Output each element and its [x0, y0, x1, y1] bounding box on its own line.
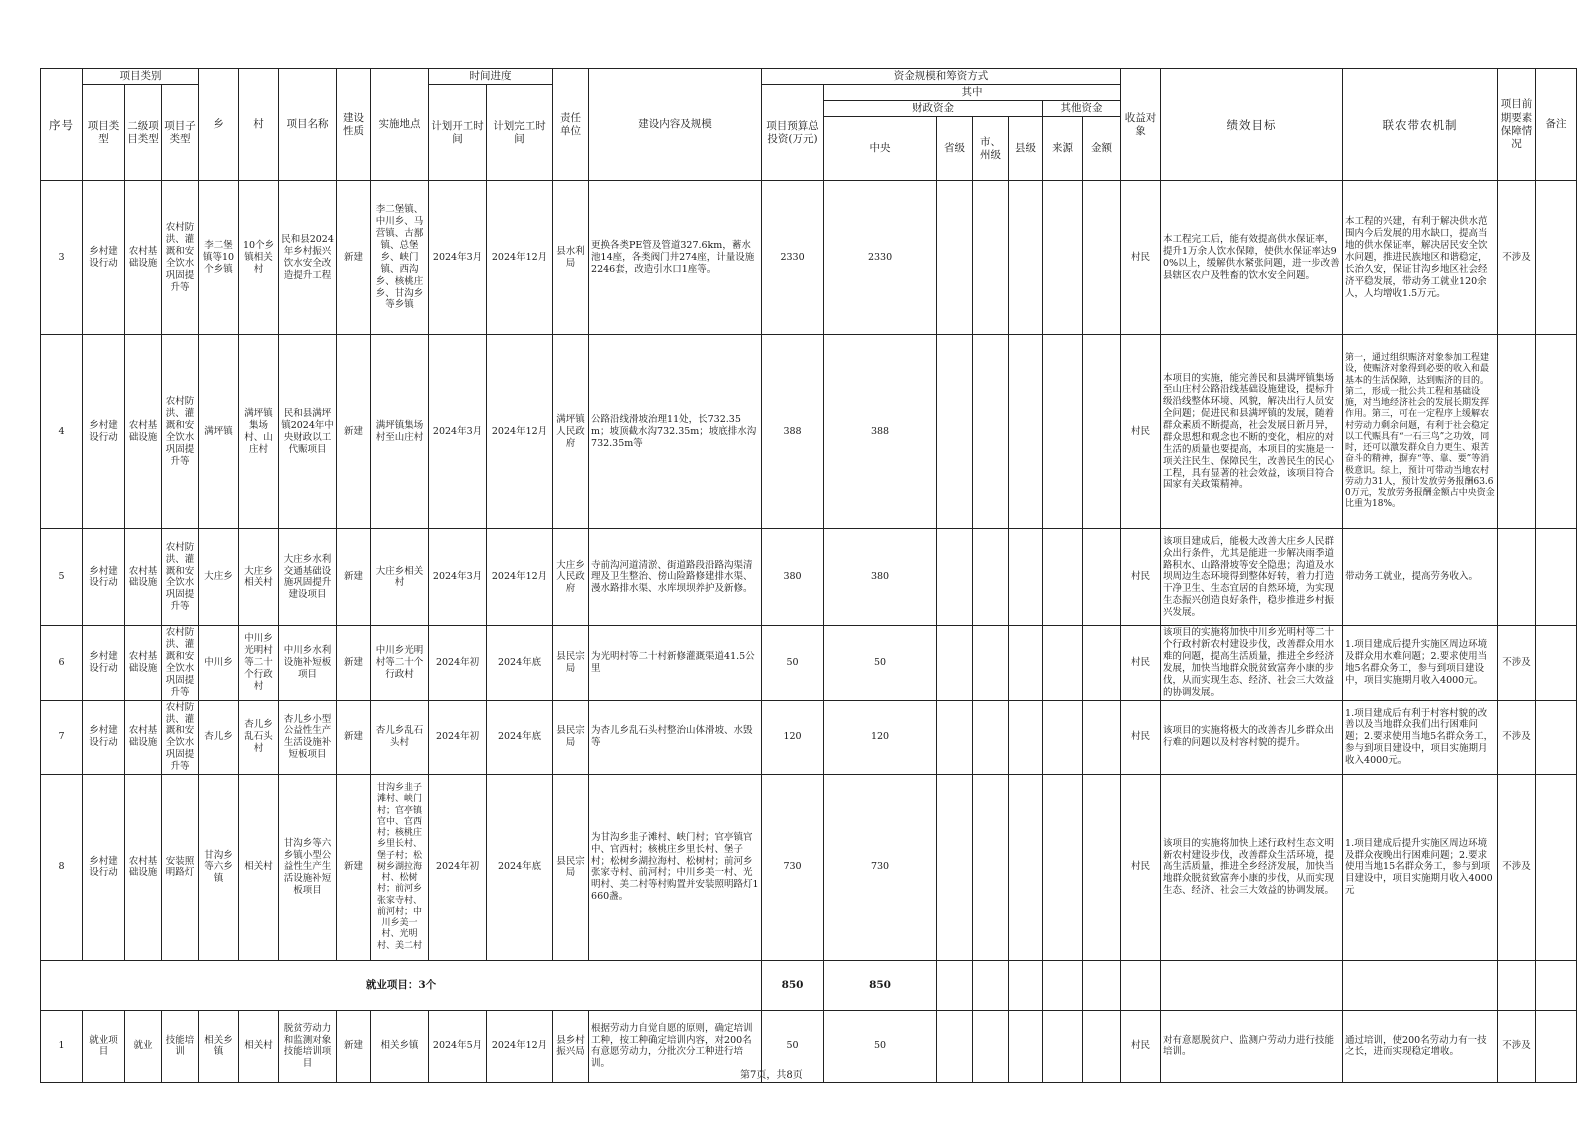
cell-location: 李二堡镇、中川乡、马营镇、古鄯镇、总堡乡、峡门镇、西沟乡、核桃庄乡、甘沟乡等乡镇: [371, 181, 429, 335]
cell-sub-type: 农村基础设施: [125, 181, 162, 335]
cell-amount: [1083, 335, 1121, 529]
cell-central: 50: [824, 626, 937, 700]
cell-content: 公路沿线滑坡治理11处，长732.35m；坡顶截水沟732.35m；坡底排水沟732.35m等: [589, 335, 762, 529]
cell-province: [937, 774, 973, 960]
cell-end: 2024年12月: [487, 181, 553, 335]
summary-empty: [1121, 960, 1161, 1010]
cell-nature: 新建: [337, 700, 371, 774]
cell-start: 2024年3月: [429, 181, 487, 335]
cell-content: 为杏儿乡乱石头村整治山体滑坡、水毁等: [589, 700, 762, 774]
cell-goal: 对有意愿脱贫户、监测户劳动力进行技能培训。: [1161, 1010, 1343, 1082]
cell-mechanism: 1.项目建成后提升实施区周边环境及群众用水难问题；2.要求使用当地5名群众务工，参与到项目建设中，项目实施期月收入4000元。: [1343, 626, 1498, 700]
cell-nature: 新建: [337, 1010, 371, 1082]
cell-goal: 本工程完工后，能有效提高供水保证率，提升1万余人饮水保障，使供水保证率达90%以上，缓解供水紧张问题，进一步改善县辖区农户及牲畜的饮水安全问题。: [1161, 181, 1343, 335]
summary-central: 850: [824, 960, 937, 1010]
cell-total: 388: [762, 335, 824, 529]
table-row: [41, 700, 1577, 774]
cell-start: 2024年初: [429, 700, 487, 774]
cell-source: [1043, 181, 1083, 335]
cell-name: 脱贫劳动力和监测对象技能培训项目: [279, 1010, 337, 1082]
cell-source: [1043, 626, 1083, 700]
cell-content: 为光明村等二十村新修灌溉渠道41.5公里: [589, 626, 762, 700]
cell-amount: [1083, 774, 1121, 960]
cell-location: 满坪镇集场村至山庄村: [371, 335, 429, 529]
cell-note: [1536, 774, 1577, 960]
cell-type: 乡村建设行动: [83, 626, 125, 700]
cell-location: 甘沟乡韭子滩村、峡门村；官亭镇官中、官西村；核桃庄乡里长村、堡子村；松树乡湖拉海村、松树村；前河乡张家寺村、前河村；中川乡美一村、光明村、美二村: [371, 774, 429, 960]
cell-central: 120: [824, 700, 937, 774]
cell-unit: 县乡村振兴局: [553, 1010, 589, 1082]
cell-type: 乡村建设行动: [83, 529, 125, 626]
cell-city: [973, 181, 1009, 335]
cell-start: 2024年初: [429, 774, 487, 960]
header-mechanism: 联农带农机制: [1343, 69, 1498, 181]
cell-total: 2330: [762, 181, 824, 335]
cell-name: 大庄乡水利交通基础设施巩固提升建设项目: [279, 529, 337, 626]
cell-unit: 满坪镇人民政府: [553, 335, 589, 529]
cell-amount: [1083, 1010, 1121, 1082]
header-unit: 责任单位: [553, 69, 589, 181]
summary-empty: [1498, 960, 1536, 1010]
cell-province: [937, 335, 973, 529]
cell-type: 就业项目: [83, 1010, 125, 1082]
cell-content: 根据劳动力自觉自愿的原则，确定培训工种，按工种确定培训内容，对200名有意愿劳动力，分批次分工种进行培训。: [589, 1010, 762, 1082]
cell-seq: 1: [41, 1010, 83, 1082]
cell-county: [1009, 626, 1043, 700]
cell-start: 2024年3月: [429, 335, 487, 529]
cell-county: [1009, 1010, 1043, 1082]
cell-end: 2024年12月: [487, 1010, 553, 1082]
header-province: 省级: [937, 117, 973, 181]
cell-seq: 6: [41, 626, 83, 700]
cell-child-type: 安装照明路灯: [162, 774, 199, 960]
cell-content: 更换各类PE管及管道327.6km，蓄水池14座，各类阀门井274座，计量设施2246套，改造引水口1座等。: [589, 181, 762, 335]
cell-city: [973, 774, 1009, 960]
cell-province: [937, 1010, 973, 1082]
cell-village: 大庄乡相关村: [239, 529, 279, 626]
cell-village: 10个乡镇相关村: [239, 181, 279, 335]
cell-province: [937, 700, 973, 774]
header-source: 来源: [1043, 117, 1083, 181]
cell-type: 乡村建设行动: [83, 700, 125, 774]
summary-empty: [1083, 960, 1121, 1010]
cell-end: 2024年12月: [487, 529, 553, 626]
cell-city: [973, 335, 1009, 529]
cell-mechanism: 带动务工就业，提高劳务收入。: [1343, 529, 1498, 626]
cell-location: 中川乡光明村等二十个行政村: [371, 626, 429, 700]
cell-goal: 该项目的实施将极大的改善杏儿乡群众出行难的问题以及村容村貌的提升。: [1161, 700, 1343, 774]
cell-county: [1009, 774, 1043, 960]
header-type: 项目类型: [83, 85, 125, 181]
header-village: 村: [239, 69, 279, 181]
cell-city: [973, 529, 1009, 626]
cell-unit: 县民宗局: [553, 700, 589, 774]
cell-note: [1536, 181, 1577, 335]
cell-township: 大庄乡: [199, 529, 239, 626]
table-row: [41, 626, 1577, 700]
cell-county: [1009, 700, 1043, 774]
cell-seq: 7: [41, 700, 83, 774]
cell-village: 中川乡光明村等二十个行政村: [239, 626, 279, 700]
cell-beneficiary: 村民: [1121, 774, 1161, 960]
table-row: [41, 529, 1577, 626]
header-funds-group: 资金规模和筹资方式: [762, 69, 1121, 85]
summary-empty: [1536, 960, 1577, 1010]
header-among: 其中: [824, 85, 1121, 101]
header-city: 市、州级: [973, 117, 1009, 181]
cell-village: 杏儿乡乱石头村: [239, 700, 279, 774]
cell-amount: [1083, 529, 1121, 626]
cell-mechanism: 1.项目建成后有利于村容村貌的改善以及当地群众我们出行困难问题；2.要求使用当地5名群众务工，参与到项目建设中，项目实施期月收入4000元。: [1343, 700, 1498, 774]
cell-source: [1043, 1010, 1083, 1082]
cell-city: [973, 700, 1009, 774]
header-total: 项目预算总投资(万元): [762, 85, 824, 181]
header-beneficiary: 收益对象: [1121, 69, 1161, 181]
header-category-group: 项目类别: [83, 69, 199, 85]
cell-end: 2024年底: [487, 626, 553, 700]
header-goal: 绩效目标: [1161, 69, 1343, 181]
cell-seq: 5: [41, 529, 83, 626]
cell-central: 2330: [824, 181, 937, 335]
cell-goal: 该项目的实施将加快中川乡光明村等二十个行政村新农村建设步伐，改善群众用水难的问题，提高生活质量，推进全乡经济发展，加快当地群众脱贫致富奔小康的步伐，从而实现生态、经济、社会三大效益的协调发展。: [1161, 626, 1343, 700]
cell-preparation: 不涉及: [1498, 181, 1536, 335]
cell-province: [937, 529, 973, 626]
page-number: 第7页，共8页: [740, 1070, 803, 1081]
header-end: 计划完工时间: [487, 85, 553, 181]
cell-preparation: 不涉及: [1498, 626, 1536, 700]
cell-note: [1536, 1010, 1577, 1082]
cell-content: 为甘沟乡韭子滩村、峡门村；官亭镇官中、官西村；核桃庄乡里长村、堡子村；松树乡湖拉海村、松树村；前河乡张家寺村、前河村；中川乡美一村、光明村、美二村等村购置并安装照明路灯1660盏。: [589, 774, 762, 960]
header-name: 项目名称: [279, 69, 337, 181]
cell-name: 杏儿乡小型公益性生产生活设施补短板项目: [279, 700, 337, 774]
table-row: [41, 1010, 1577, 1082]
cell-name: 民和县满坪镇2024年中央财政以工代赈项目: [279, 335, 337, 529]
header-other-group: 其他资金: [1043, 101, 1121, 117]
cell-location: 杏儿乡乱石头村: [371, 700, 429, 774]
cell-goal: 该项目建成后，能极大改善大庄乡人民群众出行条件，尤其是能进一步解决雨季道路积水、山路滑坡等安全隐患；沟道及水坝周边生态环境得到整体好转，着力打造干净卫生、生态宜居的自然环境，为实现生态振兴创造良好条件，稳步推进乡村振兴发展。: [1161, 529, 1343, 626]
summary-empty: [1161, 960, 1343, 1010]
cell-total: 380: [762, 529, 824, 626]
cell-nature: 新建: [337, 626, 371, 700]
cell-total: 50: [762, 626, 824, 700]
cell-unit: 县水利局: [553, 181, 589, 335]
summary-empty: [1343, 960, 1498, 1010]
cell-central: 388: [824, 335, 937, 529]
cell-central: 50: [824, 1010, 937, 1082]
cell-seq: 3: [41, 181, 83, 335]
cell-township: 杏儿乡: [199, 700, 239, 774]
cell-township: 中川乡: [199, 626, 239, 700]
cell-type: 乡村建设行动: [83, 774, 125, 960]
header-nature: 建设性质: [337, 69, 371, 181]
summary-label: 就业项目：3个: [41, 960, 762, 1010]
cell-county: [1009, 181, 1043, 335]
cell-beneficiary: 村民: [1121, 529, 1161, 626]
cell-amount: [1083, 626, 1121, 700]
header-amount: 金额: [1083, 117, 1121, 181]
cell-province: [937, 626, 973, 700]
cell-preparation: 不涉及: [1498, 700, 1536, 774]
summary-empty: [1009, 960, 1043, 1010]
cell-child-type: 农村防洪、灌溉和安全饮水巩固提升等: [162, 181, 199, 335]
cell-county: [1009, 335, 1043, 529]
header-central: 中央: [824, 117, 937, 181]
cell-unit: 县民宗局: [553, 626, 589, 700]
cell-child-type: 农村防洪、灌溉和安全饮水巩固提升等: [162, 626, 199, 700]
cell-total: 50: [762, 1010, 824, 1082]
cell-source: [1043, 335, 1083, 529]
cell-source: [1043, 774, 1083, 960]
cell-sub-type: 农村基础设施: [125, 626, 162, 700]
project-table-sheet: [40, 68, 1567, 1080]
cell-central: 380: [824, 529, 937, 626]
table-row: [41, 774, 1577, 960]
cell-beneficiary: 村民: [1121, 700, 1161, 774]
header-content: 建设内容及规模: [589, 69, 762, 181]
cell-mechanism: 第一，通过组织赈济对象参加工程建设，使赈济对象得到必要的收入和最基本的生活保障，达到赈济的目的。第二，形成一批公共工程和基础设施，对当地经济社会的发展长期发挥作用。第三，可在一定程序上缓解农村劳动力剩余问题，有利于社会稳定以工代赈具有“一石三鸟”之功效，同时，还可以激发群众自力更生、艰苦奋斗的精神，摒弃“等、靠、要”等消极意识。综上，预计可带动当地农村劳动力31人，预计发放劳务报酬63.60万元，发放劳务报酬金额占中央资金比重为18%。: [1343, 335, 1498, 529]
cell-total: 730: [762, 774, 824, 960]
cell-amount: [1083, 181, 1121, 335]
cell-note: [1536, 700, 1577, 774]
cell-child-type: 农村防洪、灌溉和安全饮水巩固提升等: [162, 700, 199, 774]
cell-beneficiary: 村民: [1121, 626, 1161, 700]
cell-village: 相关村: [239, 774, 279, 960]
cell-township: 满坪镇: [199, 335, 239, 529]
cell-start: 2024年5月: [429, 1010, 487, 1082]
cell-mechanism: 本工程的兴建，有利于解决供水范围内今后发展的用水缺口，提高当地的供水保证率，解决居民安全饮水问题，推进民族地区和谐稳定，长治久安，保证甘沟乡地区社会经济平稳发展，带动务工就业120余人，人均增收1.5万元。: [1343, 181, 1498, 335]
cell-child-type: 农村防洪、灌溉和安全饮水巩固提升等: [162, 335, 199, 529]
summary-empty: [1043, 960, 1083, 1010]
summary-total: 850: [762, 960, 824, 1010]
header-sub-type: 二级项目类型: [125, 85, 162, 181]
cell-location: 大庄乡相关村: [371, 529, 429, 626]
cell-child-type: 农村防洪、灌溉和安全饮水巩固提升等: [162, 529, 199, 626]
cell-province: [937, 181, 973, 335]
cell-city: [973, 626, 1009, 700]
cell-source: [1043, 700, 1083, 774]
cell-name: 中川乡水利设施补短板项目: [279, 626, 337, 700]
cell-sub-type: 农村基础设施: [125, 529, 162, 626]
project-table: [40, 68, 1577, 1083]
header-note: 备注: [1536, 69, 1577, 181]
cell-sub-type: 农村基础设施: [125, 335, 162, 529]
header-child-type: 项目子类型: [162, 85, 199, 181]
cell-name: 民和县2024年乡村振兴饮水安全改造提升工程: [279, 181, 337, 335]
header-preparation: 项目前期要素保障情况: [1498, 69, 1536, 181]
cell-unit: 县民宗局: [553, 774, 589, 960]
cell-type: 乡村建设行动: [83, 335, 125, 529]
header-seq: 序号: [41, 69, 83, 181]
cell-amount: [1083, 700, 1121, 774]
cell-location: 相关乡镇: [371, 1010, 429, 1082]
cell-village: 相关村: [239, 1010, 279, 1082]
cell-sub-type: 农村基础设施: [125, 700, 162, 774]
cell-type: 乡村建设行动: [83, 181, 125, 335]
cell-content: 寺前沟河道清淤、街道路段沿路沟渠清理及卫生整治、傍山险路修建排水渠、漫水路排水渠、水库坝坝养护及新修。: [589, 529, 762, 626]
cell-goal: 该项目的实施将加快上述行政村生态文明新农村建设步伐，改善群众生活环境，提高生活质量，推进全乡经济发展，加快当地群众脱贫致富奔小康的步伐，从而实现生态、经济、社会三大效益的协调发展。: [1161, 774, 1343, 960]
cell-sub-type: 农村基础设施: [125, 774, 162, 960]
summary-empty: [973, 960, 1009, 1010]
header-location: 实施地点: [371, 69, 429, 181]
header-start: 计划开工时间: [429, 85, 487, 181]
cell-township: 李二堡镇等10个乡镇: [199, 181, 239, 335]
cell-county: [1009, 529, 1043, 626]
cell-preparation: [1498, 335, 1536, 529]
cell-beneficiary: 村民: [1121, 1010, 1161, 1082]
cell-nature: 新建: [337, 774, 371, 960]
cell-nature: 新建: [337, 181, 371, 335]
header-time-group: 时间进度: [429, 69, 553, 85]
cell-beneficiary: 村民: [1121, 181, 1161, 335]
table-row: [41, 181, 1577, 335]
header-county: 县级: [1009, 117, 1043, 181]
cell-nature: 新建: [337, 335, 371, 529]
cell-nature: 新建: [337, 529, 371, 626]
cell-total: 120: [762, 700, 824, 774]
cell-central: 730: [824, 774, 937, 960]
cell-preparation: 不涉及: [1498, 1010, 1536, 1082]
cell-city: [973, 1010, 1009, 1082]
cell-end: 2024年12月: [487, 335, 553, 529]
cell-start: 2024年初: [429, 626, 487, 700]
cell-mechanism: 1.项目建成后提升实施区周边环境及群众夜晚出行困难问题；2.要求使用当地15名群众务工，参与到项目建设中，项目实施期月收入4000元: [1343, 774, 1498, 960]
cell-unit: 大庄乡人民政府: [553, 529, 589, 626]
summary-row: [41, 960, 1577, 1010]
cell-seq: 4: [41, 335, 83, 529]
cell-sub-type: 就业: [125, 1010, 162, 1082]
cell-end: 2024年底: [487, 700, 553, 774]
cell-township: 甘沟乡等六乡镇: [199, 774, 239, 960]
cell-goal: 本项目的实施，能完善民和县满坪镇集场至山庄村公路沿线基础设施建设，提标升级沿线整体环境、风貌，解决出行人员安全问题；促进民和县满坪镇的发展，随着群众素质不断提高，社会发展日新月异，群众思想和观念也不断的变化，相应的对生活的质量也要提高，本项目的实施是一项关注民生、保障民生，改善民生的民心工程，具有显著的社会效益，该项目符合国家有关政策精神。: [1161, 335, 1343, 529]
cell-note: [1536, 626, 1577, 700]
cell-village: 满坪镇集场村、山庄村: [239, 335, 279, 529]
cell-start: 2024年3月: [429, 529, 487, 626]
cell-source: [1043, 529, 1083, 626]
cell-name: 甘沟乡等六乡镇小型公益性生产生活设施补短板项目: [279, 774, 337, 960]
header-fiscal-group: 财政资金: [824, 101, 1043, 117]
cell-note: [1536, 529, 1577, 626]
cell-seq: 8: [41, 774, 83, 960]
cell-mechanism: 通过培训，使200名劳动力有一技之长，进而实现稳定增收。: [1343, 1010, 1498, 1082]
cell-end: 2024年底: [487, 774, 553, 960]
header-township: 乡: [199, 69, 239, 181]
cell-beneficiary: 村民: [1121, 335, 1161, 529]
cell-preparation: 不涉及: [1498, 774, 1536, 960]
cell-township: 相关乡镇: [199, 1010, 239, 1082]
cell-preparation: [1498, 529, 1536, 626]
table-row: [41, 335, 1577, 529]
cell-child-type: 技能培训: [162, 1010, 199, 1082]
summary-empty: [937, 960, 973, 1010]
cell-note: [1536, 335, 1577, 529]
